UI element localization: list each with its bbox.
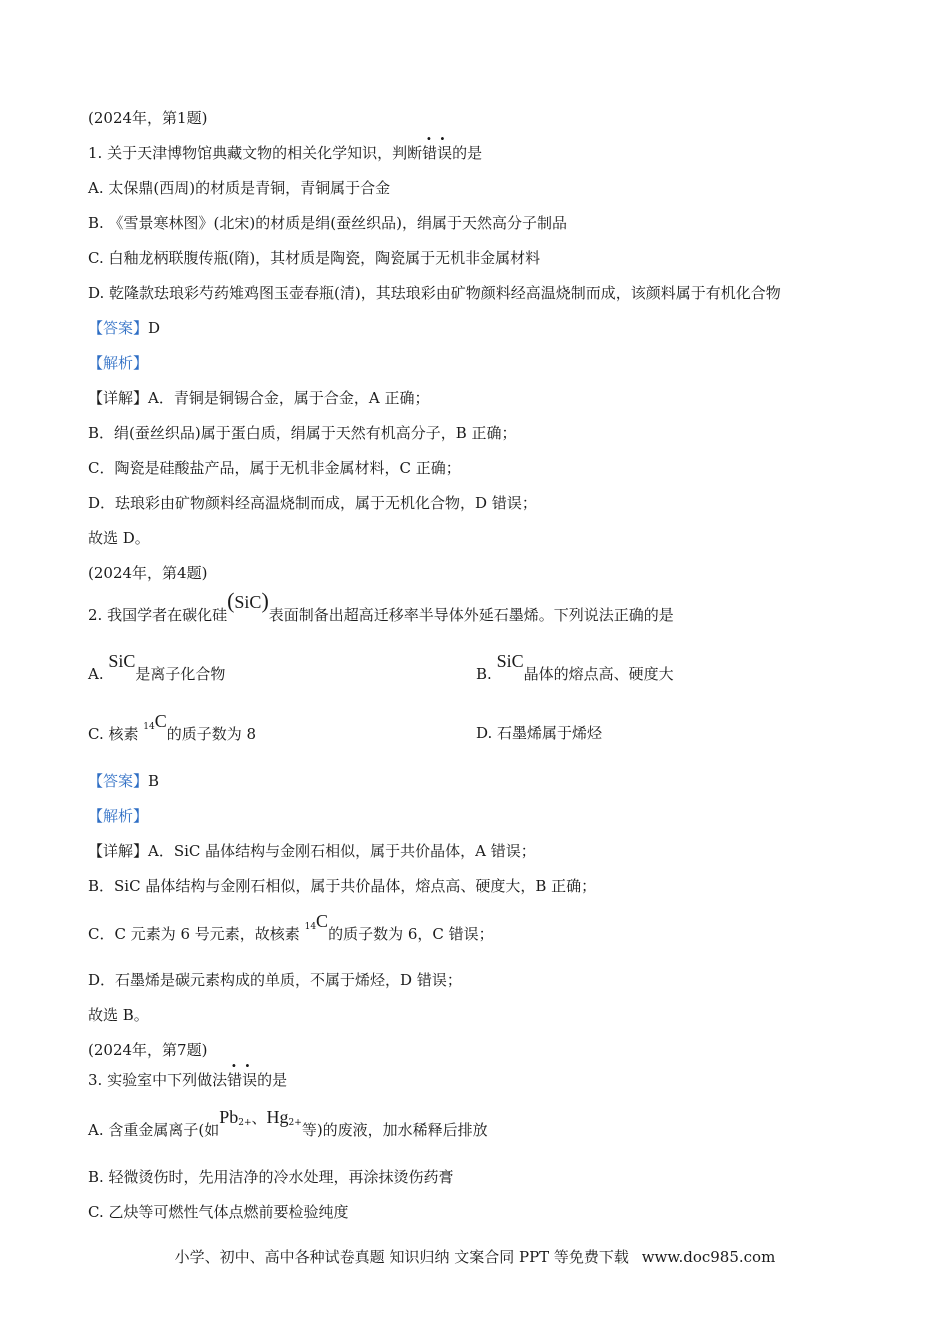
q2-option-c: C. 核素 $^{14}$C的质子数为 8 bbox=[88, 711, 257, 743]
q1-source: (2024年，第1题) bbox=[88, 109, 208, 127]
q2-detail-b: B．SiC 晶体结构与金刚石相似，属于共价晶体，熔点高、硬度大，B 正确； bbox=[88, 877, 597, 895]
q1-detail-a: 【详解】A．青铜是铜锡合金，属于合金，A 正确； bbox=[88, 389, 430, 407]
answer-tag: 【答案】 bbox=[88, 319, 149, 337]
mass-number: 14 bbox=[143, 722, 155, 732]
q2-option-d: D. 石墨烯属于烯烃 bbox=[476, 724, 603, 742]
q2-source: (2024年，第4题) bbox=[88, 564, 208, 582]
q2-option-b: B. SiC晶体的熔点高、硬度大 bbox=[476, 651, 674, 683]
page-footer bbox=[0, 1246, 950, 1267]
mass-number: 14 bbox=[304, 922, 317, 932]
q2-answer: 【答案】B bbox=[88, 772, 160, 790]
q1-detail-d: D．珐琅彩由矿物颜料经高温烧制而成，属于无机化合物，D 错误； bbox=[88, 494, 537, 512]
footer-site-link[interactable]: www.doc985.com bbox=[641, 1248, 776, 1266]
q2-stem: 2. 我国学者在碳化硅(SiC)表面制备出超高迁移率半导体外延石墨烯。下列说法正确的是 bbox=[88, 588, 674, 624]
q2-detail-a: 【详解】A．SiC 晶体结构与金刚石相似，属于共价晶体，A 错误； bbox=[88, 842, 536, 860]
q1-stem: 1. 关于天津博物馆典藏文物的相关化学知识，判断· · 错误的是 bbox=[88, 143, 482, 163]
q2-options-row-2 bbox=[88, 711, 878, 747]
q3-stem: 3. 实验室中下列做法· · 错误的是 bbox=[88, 1070, 287, 1090]
q3-emphasis: · · 错误 bbox=[227, 1070, 257, 1090]
q3-source: (2024年，第7题) bbox=[88, 1041, 208, 1059]
q1-analysis-tag: 【解析】 bbox=[88, 354, 149, 372]
q3-option-b: B. 轻微烫伤时，先用洁净的冷水处理，再涂抹烫伤药膏 bbox=[88, 1168, 454, 1186]
pb-ion: Pb bbox=[219, 1107, 239, 1127]
q1-detail-c: C．陶瓷是硅酸盐产品，属于无机非金属材料，C 正确； bbox=[88, 459, 461, 477]
q1-emphasis: · · 错误 bbox=[422, 143, 452, 163]
q1-option-c: C. 白釉龙柄联腹传瓶(隋)，其材质是陶瓷，陶瓷属于无机非金属材料 bbox=[88, 249, 541, 267]
footer-text: 小学、初中、高中各种试卷真题 知识归纳 文案合同 PPT 等免费下载 bbox=[174, 1248, 629, 1266]
q2-options-row-1 bbox=[88, 651, 878, 684]
answer-tag: 【答案】 bbox=[88, 772, 149, 790]
q1-option-d: D. 乾隆款珐琅彩芍药雉鸡图玉壶春瓶(清)，其珐琅彩由矿物颜料经高温烧制而成，该颜料属于有机化合物 bbox=[88, 284, 781, 302]
q2-detail-c: C．C 元素为 6 号元素，故核素 $^{14}$C的质子数为 6，C 错误； bbox=[88, 911, 494, 943]
q1-detail-b: B．绢(蚕丝织品)属于蛋白质，绢属于天然有机高分子，B 正确； bbox=[88, 424, 517, 442]
q3-option-c: C. 乙炔等可燃性气体点燃前要检验纯度 bbox=[88, 1203, 349, 1221]
q2-option-a: A. SiC是离子化合物 bbox=[88, 651, 226, 683]
q1-option-a: A. 太保鼎(西周)的材质是青铜，青铜属于合金 bbox=[88, 179, 391, 197]
q2-detail-d: D．石墨烯是碳元素构成的单质，不属于烯烃，D 错误； bbox=[88, 971, 462, 989]
q1-answer: 【答案】D bbox=[88, 319, 161, 337]
q2-conclusion: 故选 B。 bbox=[88, 1006, 149, 1024]
hg-ion: Hg bbox=[266, 1107, 289, 1127]
q2-analysis-tag: 【解析】 bbox=[88, 807, 149, 825]
q1-conclusion: 故选 D。 bbox=[88, 529, 150, 547]
q3-option-a: A. 含重金属离子(如$Pb^{2+}$、$Hg^{2+}$等)的废液，加水稀释后排放 bbox=[88, 1107, 488, 1139]
sic-formula: (SiC) bbox=[227, 588, 269, 613]
q1-option-b: B. 《雪景寒林图》(北宋)的材质是绢(蚕丝织品)，绢属于天然高分子制品 bbox=[88, 214, 567, 232]
